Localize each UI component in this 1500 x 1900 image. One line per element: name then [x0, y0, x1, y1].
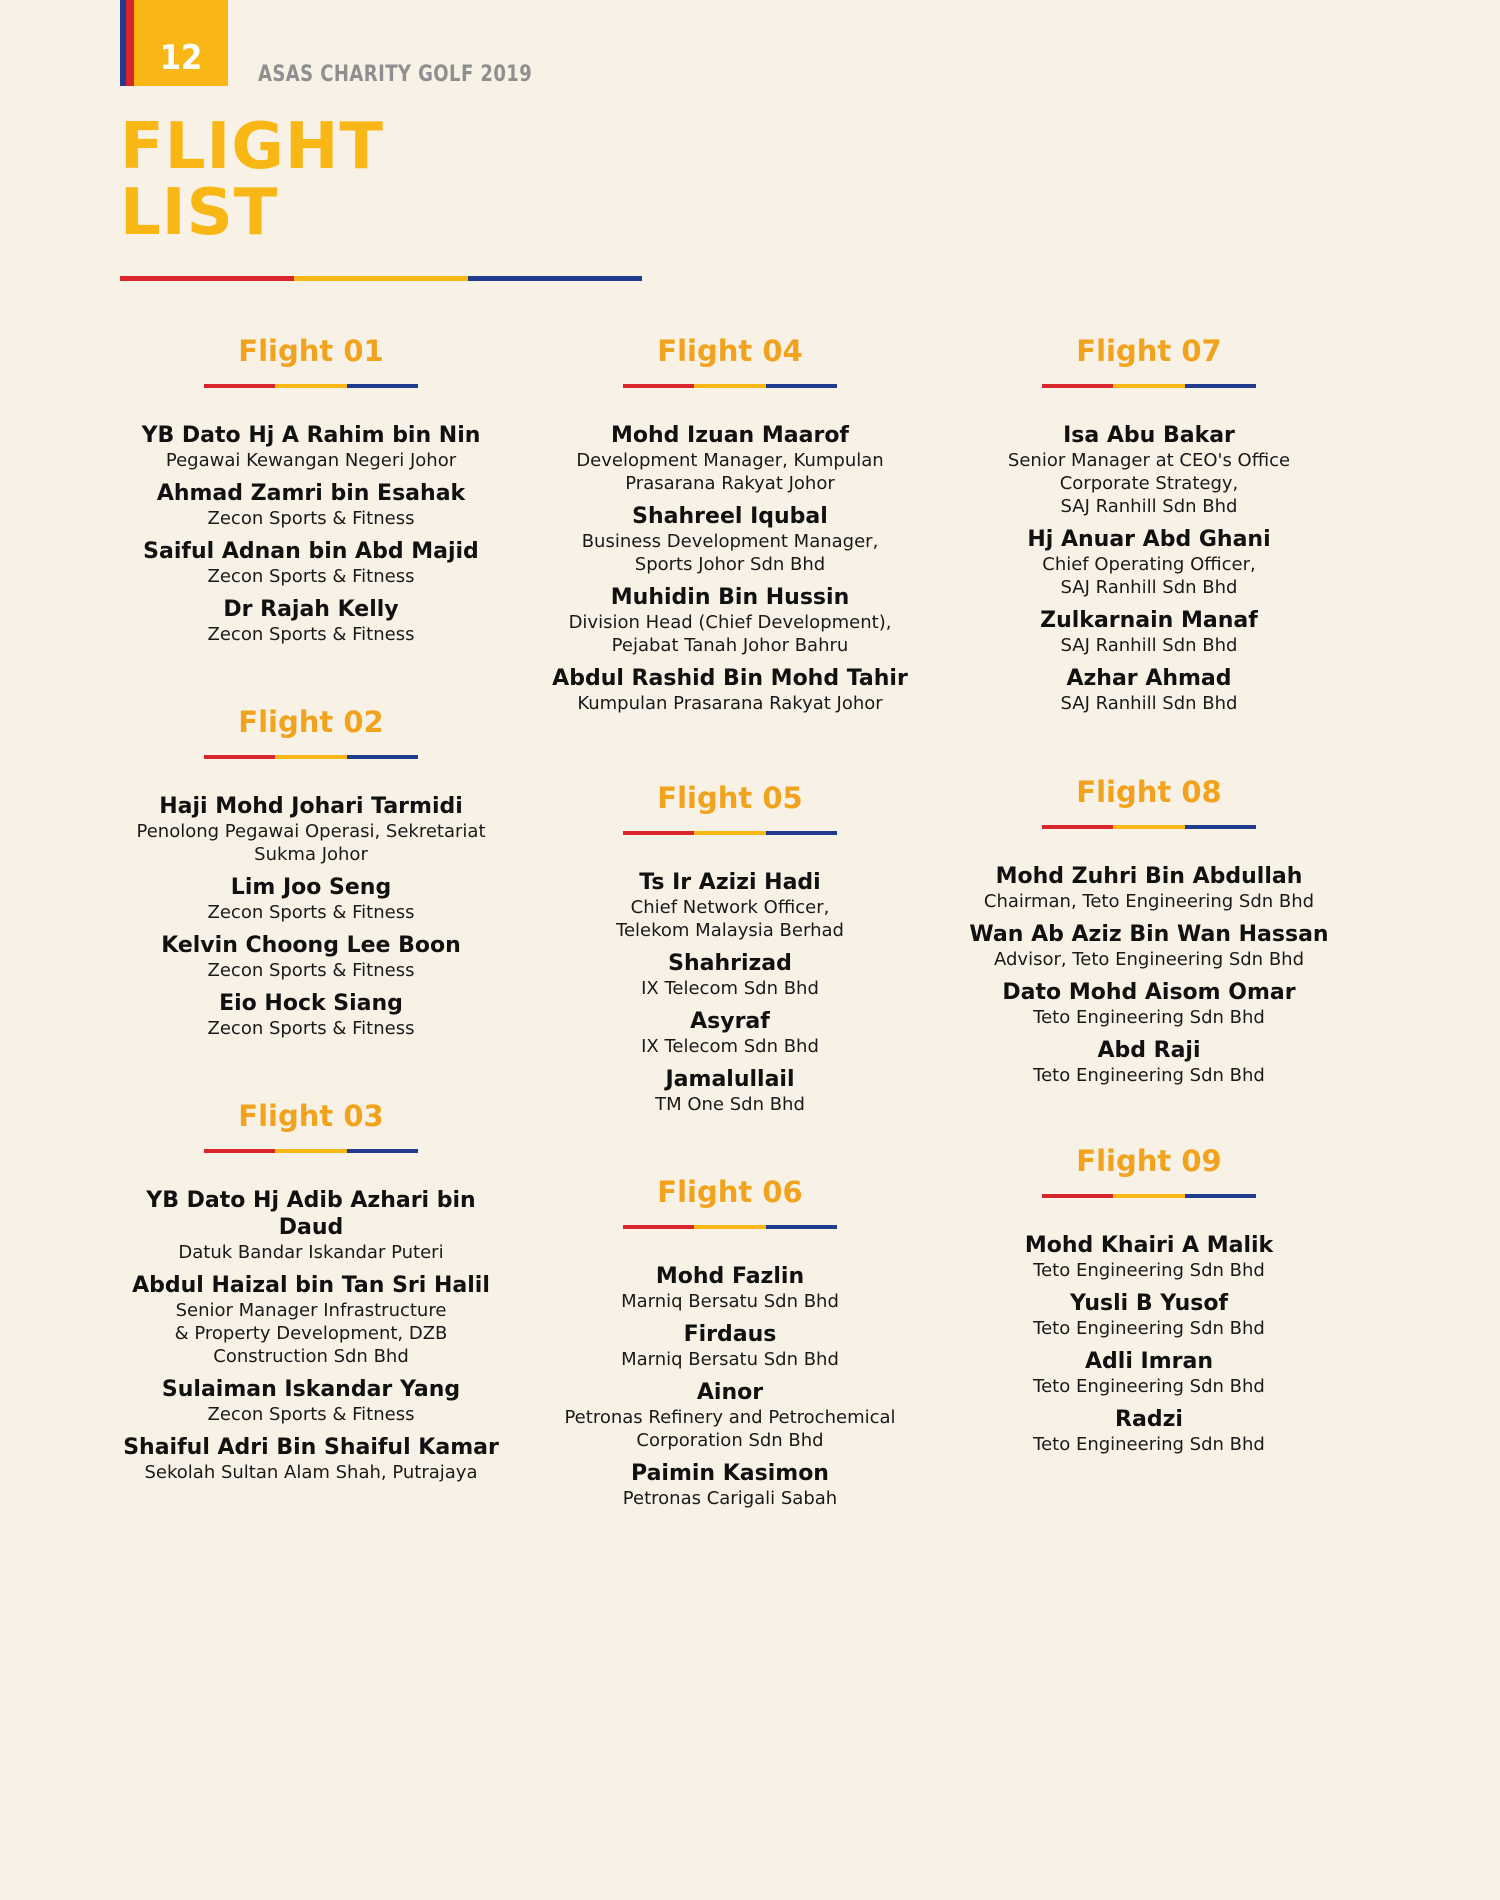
member-name: Sulaiman Iskandar Yang	[161, 1377, 461, 1402]
bar-red	[623, 384, 694, 388]
member-list	[111, 1187, 511, 1484]
flight-color-bar	[623, 1225, 837, 1229]
member-name: Adli Imran	[1085, 1349, 1213, 1374]
flight-group	[949, 334, 1349, 723]
bar-yellow	[1113, 1194, 1184, 1198]
member-role: TM One Sdn Bhd	[655, 1094, 805, 1115]
member-item	[111, 422, 511, 472]
member-name: Muhidin Bin Hussin	[610, 585, 850, 610]
bar-blue	[347, 755, 418, 759]
bar-red	[120, 276, 294, 281]
member-item	[530, 1321, 930, 1371]
member-role: Zecon Sports & Fitness	[207, 1404, 415, 1425]
flight-heading: Flight 07	[1076, 334, 1222, 368]
member-item	[949, 1290, 1349, 1340]
member-list	[949, 422, 1349, 715]
bar-blue	[1185, 384, 1256, 388]
bar-blue	[347, 1149, 418, 1153]
page-title-line-2: LIST	[120, 176, 279, 250]
member-name: Jamalullail	[665, 1067, 795, 1092]
member-role: Zecon Sports & Fitness	[207, 508, 415, 529]
member-name: YB Dato Hj A Rahim bin Nin	[141, 423, 481, 448]
member-list	[949, 863, 1349, 1087]
member-item	[111, 793, 511, 866]
member-name: Yusli B Yusof	[1069, 1291, 1229, 1316]
member-item	[111, 538, 511, 588]
member-role: Teto Engineering Sdn Bhd	[1033, 1376, 1265, 1397]
member-role: Petronas Refinery and Petrochemical Corporation Sdn Bhd	[564, 1407, 896, 1451]
member-role: Development Manager, Kumpulan Prasarana Rakyat Johor	[576, 450, 884, 494]
member-role: SAJ Ranhill Sdn Bhd	[1060, 693, 1238, 714]
member-item	[111, 1434, 511, 1484]
member-item	[530, 503, 930, 576]
member-item	[949, 1348, 1349, 1398]
member-item	[111, 1376, 511, 1426]
bar-red	[204, 1149, 275, 1153]
bar-red	[1042, 1194, 1113, 1198]
member-role: Advisor, Teto Engineering Sdn Bhd	[994, 949, 1304, 970]
member-name: Ts Ir Azizi Hadi	[639, 870, 821, 895]
flight-heading: Flight 08	[1076, 775, 1222, 809]
member-name: Abdul Rashid Bin Mohd Tahir	[552, 666, 908, 691]
member-item	[111, 480, 511, 530]
member-role: Pegawai Kewangan Negeri Johor	[165, 450, 457, 471]
flight-color-bar	[204, 755, 418, 759]
flight-heading: Flight 01	[238, 334, 384, 368]
member-name: Isa Abu Bakar	[1063, 423, 1235, 448]
member-item	[111, 990, 511, 1040]
member-role: Kumpulan Prasarana Rakyat Johor	[577, 693, 883, 714]
member-item	[530, 869, 930, 942]
flight-group	[111, 705, 511, 1048]
member-role: Teto Engineering Sdn Bhd	[1033, 1318, 1265, 1339]
member-name: Eio Hock Siang	[219, 991, 403, 1016]
bar-yellow	[694, 1225, 765, 1229]
bar-yellow	[1113, 384, 1184, 388]
page-number: 12	[134, 0, 228, 86]
member-role: Division Head (Chief Development), Pejabat Tanah Johor Bahru	[568, 612, 892, 656]
member-role: Business Development Manager, Sports Johor Sdn Bhd	[581, 531, 879, 575]
member-name: Wan Ab Aziz Bin Wan Hassan	[969, 922, 1329, 947]
bar-red	[623, 831, 694, 835]
bar-yellow	[275, 1149, 346, 1153]
member-name: Firdaus	[683, 1322, 777, 1347]
bar-yellow	[694, 384, 765, 388]
bar-blue	[766, 831, 837, 835]
flight-group	[949, 1144, 1349, 1464]
flight-heading: Flight 04	[657, 334, 803, 368]
bar-yellow	[275, 384, 346, 388]
member-name: Azhar Ahmad	[1066, 666, 1232, 691]
member-list	[111, 422, 511, 646]
member-item	[530, 665, 930, 715]
member-role: Senior Manager at CEO's Office Corporate Strategy, SAJ Ranhill Sdn Bhd	[1007, 450, 1291, 517]
member-name: Ahmad Zamri bin Esahak	[156, 481, 466, 506]
member-list	[949, 1232, 1349, 1456]
member-item	[111, 596, 511, 646]
member-item	[949, 1037, 1349, 1087]
member-role: Zecon Sports & Fitness	[207, 624, 415, 645]
member-role: Chief Network Officer, Telekom Malaysia Berhad	[616, 897, 844, 941]
member-name: Paimin Kasimon	[631, 1461, 829, 1486]
member-item	[530, 1008, 930, 1058]
member-name: Kelvin Choong Lee Boon	[161, 933, 461, 958]
flight-color-bar	[1042, 384, 1256, 388]
member-role: Marniq Bersatu Sdn Bhd	[621, 1291, 839, 1312]
title-color-bar	[120, 276, 642, 281]
member-name: Shaiful Adri Bin Shaiful Kamar	[123, 1435, 499, 1460]
flight-color-bar	[623, 831, 837, 835]
member-role: Zecon Sports & Fitness	[207, 902, 415, 923]
flight-color-bar	[204, 1149, 418, 1153]
member-role: Sekolah Sultan Alam Shah, Putrajaya	[144, 1462, 478, 1483]
member-name: Shahreel Iqubal	[632, 504, 828, 529]
member-list	[530, 869, 930, 1116]
member-name: Mohd Izuan Maarof	[610, 423, 849, 448]
member-item	[111, 874, 511, 924]
member-role: Chief Operating Officer, SAJ Ranhill Sdn Bhd	[1042, 554, 1256, 598]
bar-red	[623, 1225, 694, 1229]
member-role: Petronas Carigali Sabah	[622, 1488, 838, 1509]
member-item	[949, 526, 1349, 599]
member-role: Teto Engineering Sdn Bhd	[1033, 1260, 1265, 1281]
member-role: Penolong Pegawai Operasi, Sekretariat Sukma Johor	[136, 821, 486, 865]
member-name: Abdul Haizal bin Tan Sri Halil	[132, 1273, 490, 1298]
publication-title: ASAS CHARITY GOLF 2019	[258, 62, 533, 87]
page-title	[120, 110, 385, 250]
member-item	[949, 607, 1349, 657]
bar-blue	[1185, 825, 1256, 829]
member-list	[530, 422, 930, 715]
member-name: Saiful Adnan bin Abd Majid	[143, 539, 479, 564]
flight-color-bar	[1042, 825, 1256, 829]
member-role: Teto Engineering Sdn Bhd	[1033, 1065, 1265, 1086]
bar-blue	[766, 384, 837, 388]
member-item	[949, 863, 1349, 913]
member-role: Zecon Sports & Fitness	[207, 960, 415, 981]
page-title-line-1: FLIGHT	[120, 110, 385, 184]
member-name: Shahrizad	[668, 951, 792, 976]
bar-yellow	[1113, 825, 1184, 829]
member-name: Lim Joo Seng	[230, 875, 392, 900]
page-stripe-red	[126, 0, 134, 86]
flight-group	[530, 1175, 930, 1518]
member-name: Dato Mohd Aisom Omar	[1002, 980, 1296, 1005]
member-item	[949, 1232, 1349, 1282]
member-item	[111, 1272, 511, 1368]
member-name: Haji Mohd Johari Tarmidi	[159, 794, 463, 819]
member-list	[530, 1263, 930, 1510]
member-item	[530, 1066, 930, 1116]
member-role: Zecon Sports & Fitness	[207, 1018, 415, 1039]
bar-red	[204, 384, 275, 388]
member-item	[530, 584, 930, 657]
bar-yellow	[294, 276, 468, 281]
member-item	[949, 1406, 1349, 1456]
bar-red	[1042, 384, 1113, 388]
member-role: Chairman, Teto Engineering Sdn Bhd	[983, 891, 1315, 912]
member-item	[111, 1187, 511, 1264]
member-item	[530, 950, 930, 1000]
bar-yellow	[694, 831, 765, 835]
member-item	[949, 921, 1349, 971]
member-item	[530, 422, 930, 495]
flight-group	[949, 775, 1349, 1095]
bar-blue	[766, 1225, 837, 1229]
bar-red	[204, 755, 275, 759]
member-name: Ainor	[696, 1380, 764, 1405]
member-name: Mohd Khairi A Malik	[1024, 1233, 1274, 1258]
flight-group	[530, 334, 930, 723]
member-item	[530, 1379, 930, 1452]
member-role: IX Telecom Sdn Bhd	[641, 1036, 819, 1057]
bar-blue	[1185, 1194, 1256, 1198]
member-name: Dr Rajah Kelly	[223, 597, 399, 622]
member-name: Abd Raji	[1097, 1038, 1201, 1063]
page-number-block	[120, 0, 228, 86]
member-role: Senior Manager Infrastructure & Property Development, DZB Construction Sdn Bhd	[174, 1300, 448, 1367]
member-role: Teto Engineering Sdn Bhd	[1033, 1007, 1265, 1028]
member-name: Hj Anuar Abd Ghani	[1027, 527, 1271, 552]
flight-color-bar	[1042, 1194, 1256, 1198]
member-role: Zecon Sports & Fitness	[207, 566, 415, 587]
member-name: Radzi	[1115, 1407, 1183, 1432]
flight-color-bar	[623, 384, 837, 388]
flight-heading: Flight 02	[238, 705, 384, 739]
member-name: Zulkarnain Manaf	[1040, 608, 1258, 633]
flight-group	[111, 334, 511, 654]
member-item	[949, 665, 1349, 715]
member-item	[949, 979, 1349, 1029]
member-item	[530, 1263, 930, 1313]
member-name: YB Dato Hj Adib Azhari bin Daud	[146, 1188, 476, 1240]
flight-heading: Flight 03	[238, 1099, 384, 1133]
member-role: SAJ Ranhill Sdn Bhd	[1060, 635, 1238, 656]
member-role: Teto Engineering Sdn Bhd	[1033, 1434, 1265, 1455]
member-role: Marniq Bersatu Sdn Bhd	[621, 1349, 839, 1370]
bar-red	[1042, 825, 1113, 829]
member-item	[530, 1460, 930, 1510]
member-name: Mohd Fazlin	[655, 1264, 805, 1289]
member-role: Datuk Bandar Iskandar Puteri	[178, 1242, 444, 1263]
flight-color-bar	[204, 384, 418, 388]
bar-blue	[347, 384, 418, 388]
flight-group	[111, 1099, 511, 1492]
member-list	[111, 793, 511, 1040]
member-name: Mohd Zuhri Bin Abdullah	[995, 864, 1303, 889]
bar-blue	[468, 276, 642, 281]
flight-heading: Flight 05	[657, 781, 803, 815]
member-role: IX Telecom Sdn Bhd	[641, 978, 819, 999]
flight-heading: Flight 06	[657, 1175, 803, 1209]
member-item	[111, 932, 511, 982]
member-item	[949, 422, 1349, 518]
bar-yellow	[275, 755, 346, 759]
flight-group	[530, 781, 930, 1124]
member-name: Asyraf	[690, 1009, 770, 1034]
flight-heading: Flight 09	[1076, 1144, 1222, 1178]
